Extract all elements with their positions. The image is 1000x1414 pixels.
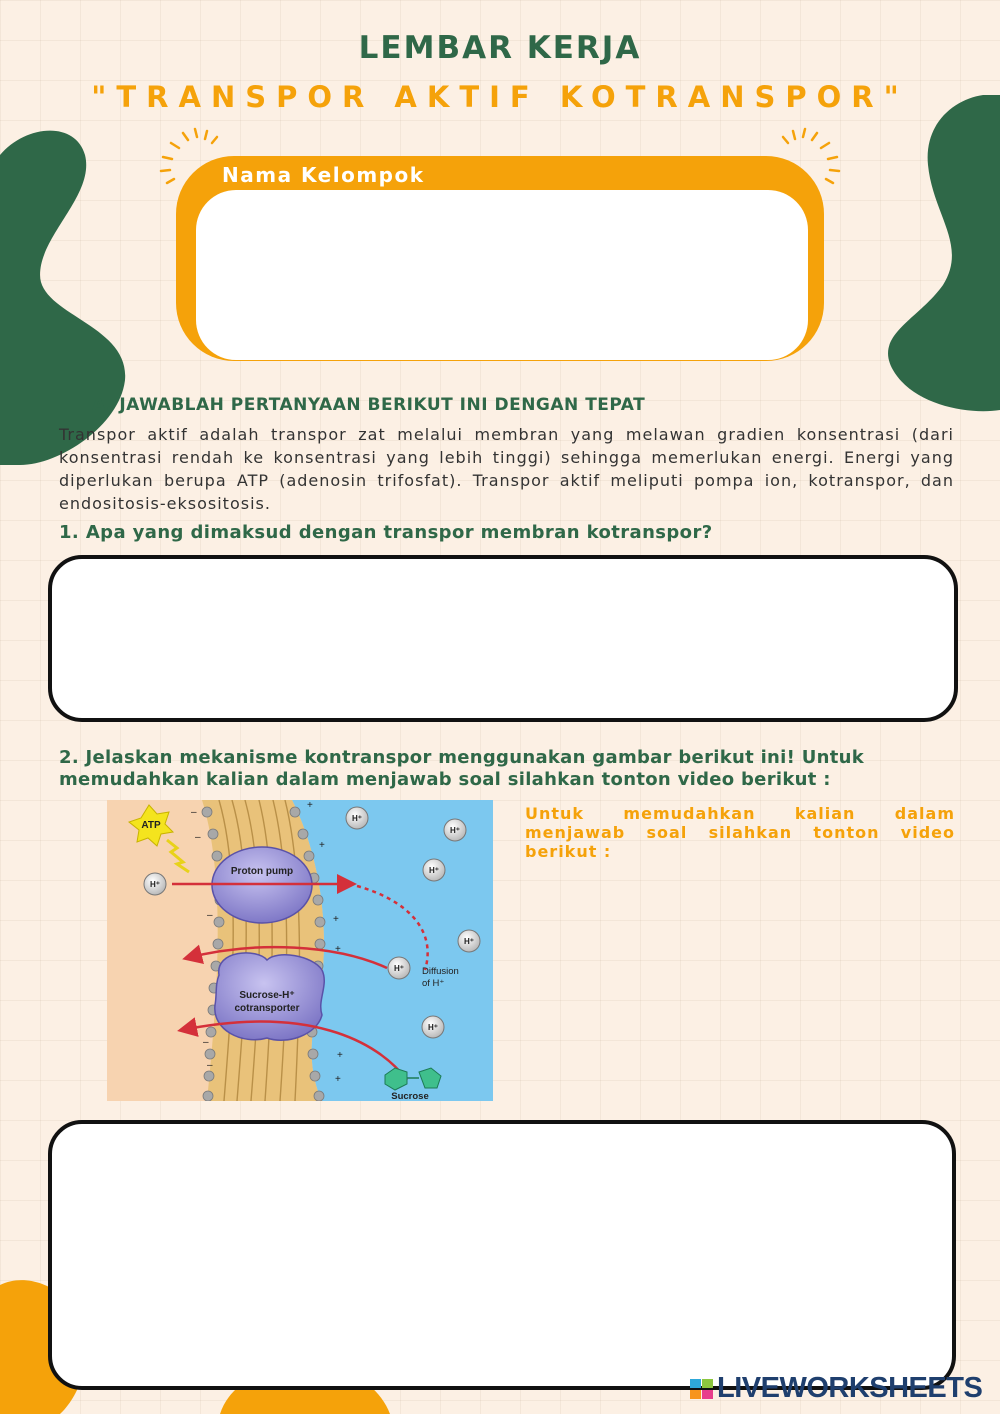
- svg-text:H⁺: H⁺: [429, 866, 439, 875]
- cotransport-diagram: [107, 800, 493, 1101]
- question-1-answer-box[interactable]: [48, 555, 958, 722]
- proton-pump-label: Proton pump: [230, 866, 294, 877]
- diffusion-label-1: Diffusion: [422, 966, 459, 977]
- right-green-blob: [888, 95, 1000, 415]
- liveworksheets-logo[interactable]: [690, 1372, 982, 1405]
- diffusion-label-2: of H⁺: [422, 978, 445, 989]
- group-name-input[interactable]: [196, 190, 808, 360]
- left-green-blob: [0, 125, 130, 470]
- question-2-text: 2. Jelaskan mekanisme kontranspor menggunakan gambar berikut ini! Untuk memudahkan kalian dalam menjawab soal silahkan tonton video berikut :: [59, 747, 865, 790]
- worksheet-title: LEMBAR KERJA: [358, 30, 642, 66]
- svg-text:H⁺: H⁺: [352, 814, 362, 823]
- intro-paragraph: Transpor aktif adalah transpor zat melalui membran yang melawan gradien konsentrasi (dari konsentrasi rendah ke konsentrasi yang lebih tinggi) sehingga memerlukan energi. Energi yang diperlukan berupa ATP (adenosin trifosfat). Transpor aktif meliputi pompa ion, kotranspor, dan endositosis-eksositosis.: [59, 425, 954, 513]
- group-name-label: Nama Kelompok: [222, 163, 425, 187]
- svg-text:–: –: [191, 807, 197, 818]
- svg-text:–: –: [207, 910, 213, 921]
- cotransporter-label-2: cotransporter: [234, 1003, 300, 1014]
- question-2-answer-box[interactable]: [48, 1120, 956, 1390]
- svg-text:–: –: [207, 1060, 213, 1071]
- worksheet-subtitle: "TRANSPOR AKTIF KOTRANSPOR": [91, 80, 909, 114]
- liveworksheets-logo-icon: [690, 1377, 714, 1401]
- svg-text:H⁺: H⁺: [464, 937, 474, 946]
- section-heading: A. JAWABLAH PERTANYAAN BERIKUT INI DENGAN TEPAT: [92, 395, 646, 415]
- cotransporter-label-1: Sucrose-H⁺: [239, 990, 295, 1001]
- sucrose-label: Sucrose: [391, 1091, 429, 1101]
- svg-text:+: +: [335, 944, 341, 955]
- liveworksheets-logo-text: LIVEWORKSHEETS: [717, 1372, 983, 1404]
- svg-text:H⁺: H⁺: [150, 880, 160, 889]
- video-note: Untuk memudahkan kalian dalam menjawab soal silahkan tonton video berikut :: [525, 804, 955, 861]
- svg-text:–: –: [203, 1037, 209, 1048]
- svg-text:+: +: [307, 800, 313, 811]
- svg-text:+: +: [337, 1050, 343, 1061]
- svg-text:–: –: [195, 832, 201, 843]
- svg-text:+: +: [333, 914, 339, 925]
- svg-text:+: +: [319, 840, 325, 851]
- svg-text:H⁺: H⁺: [394, 964, 404, 973]
- svg-text:+: +: [335, 1074, 341, 1085]
- svg-text:H⁺: H⁺: [428, 1023, 438, 1032]
- question-1-text: 1. Apa yang dimaksud dengan transpor membran kotranspor?: [59, 522, 713, 543]
- svg-text:H⁺: H⁺: [450, 826, 460, 835]
- atp-label: ATP: [141, 820, 161, 831]
